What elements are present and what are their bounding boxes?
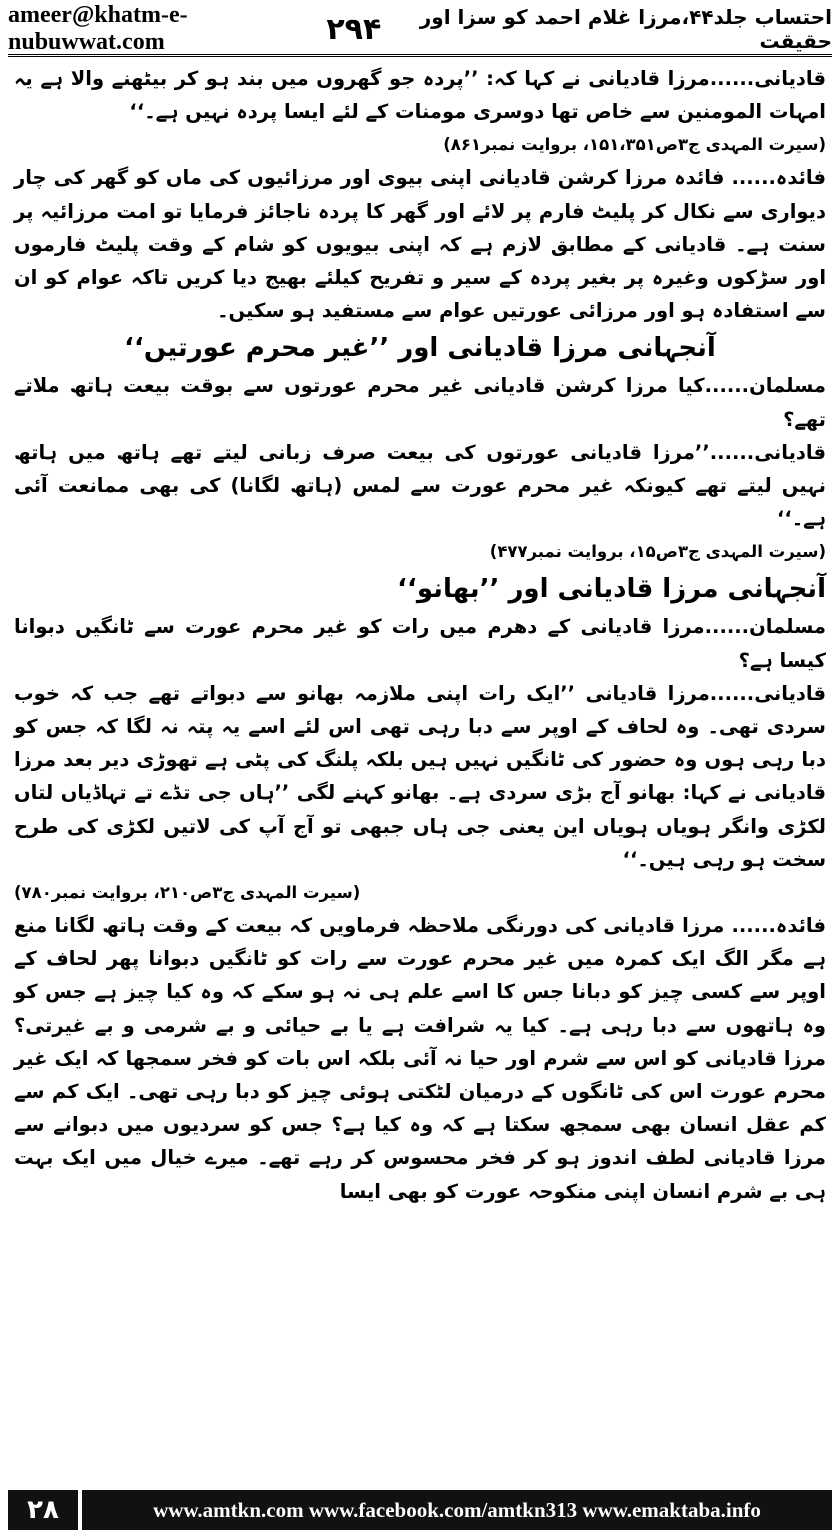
header-email: ameer@khatm-e-nubuwwat.com bbox=[8, 2, 188, 55]
reference-3: (سیرت المہدی ج۳ص۲۱۰، بروایت نمبر۷۸۰) bbox=[14, 883, 361, 903]
paragraph-qadiani-2: قادیانی......’’مرزا قادیانی عورتوں کی بیعت صرف زبانی لیتے تھے ہاتھ میں ہاتھ نہیں لیتے تھے کیونکہ غیر محرم عورت سے لمس (ہاتھ لگانا) کی بھی ممانعت آئی ہے۔‘‘ bbox=[14, 440, 826, 531]
reference-2: (سیرت المہدی ج۳ص۱۵، بروایت نمبر۴۷۷) bbox=[489, 542, 826, 562]
page-header bbox=[8, 4, 832, 57]
page-footer bbox=[0, 1486, 840, 1540]
paragraph-qadiani-3: قادیانی......مرزا قادیانی ’’ایک رات اپنی ملازمہ بھانو سے دبواتے تھے جب کہ خوب سردی تھی۔ وہ لحاف کے اوپر سے دبا رہی تھی اس لئے اسے یہ پتہ نہ لگا کہ جس کو دبا رہی ہوں وہ حضور کی ٹانگیں نہیں ہیں بلکہ پلنگ کی پٹی ہے تھوڑی دیر بعد مرزا قادیانی نے کہا: بھانو آج بڑی سردی ہے۔ بھانو کہنے لگی ’’ہاں جی تڈے تے تہاڈیاں لتاں لکڑی وانگر ہویاں ہویاں این یعنی جی ہاں جبھی تو آج آپ کی لاتیں لکڑی کی طرح سخت ہو رہی ہیں۔‘‘ bbox=[14, 681, 826, 871]
paragraph-faida-2: فائدہ...... مرزا قادیانی کی دورنگی ملاحظہ فرماویں کہ بیعت کے وقت ہاتھ لگانا منع ہے مگر الگ ایک کمرہ میں غیر محرم عورت سے رات کو ٹانگیں دبوانا پھر لحاف کے اوپر سے کسی چیز کو دبانا جس کا اسے علم ہی نہ ہو سکے کہ وہ کیا چیز ہے جس کو وہ ہاتھوں سے دبا رہی ہے۔ کیا یہ شرافت ہے یا بے حیائی و بے شرمی و بے غیرتی؟ مرزا قادیانی کو اس سے شرم اور حیا نہ آئی بلکہ اس بات کو فخر سمجھا کہ ایک غیر محرم عورت اس کی ٹانگوں کے درمیان لٹکتی ہوئی چیز کو دبا رہی تھی۔ ایک کم سے کم عقل انسان بھی سمجھ سکتا ہے کہ وہ کیا ہے؟ جس کو سردیوں میں دبوانے سے مرزا قادیانی لطف اندوز ہو کر فخر محسوس کر رہے تھے۔ میرے خیال میں ایک بہت ہی بے شرم انسان اپنی منکوحہ عورت کو بھی ایسا bbox=[14, 914, 826, 1203]
footer-links: www.amtkn.com www.facebook.com/amtkn313 www.emaktaba.info bbox=[82, 1490, 832, 1530]
page-body bbox=[14, 62, 826, 1484]
paragraph-qadiani-1: قادیانی......مرزا قادیانی نے کہا کہ: ’’پردہ جو گھروں میں بند ہو کر بیٹھنے والا ہے یہ امہات المومنین سے خاص تھا دوسری مومنات کے لئے ایسا پردہ نہیں ہے۔‘‘ bbox=[14, 67, 826, 124]
paragraph-musalman-2: مسلمان......مرزا قادیانی کے دھرم میں رات کو غیر محرم عورت سے ٹانگیں دبوانا کیسا ہے؟ bbox=[14, 615, 826, 672]
header-left bbox=[8, 2, 381, 56]
paragraph-musalman-1: مسلمان......کیا مرزا کرشن قادیانی غیر محرم عورتوں سے بوقت بیعت ہاتھ ملاتے تھے؟ bbox=[14, 374, 826, 431]
header-page-marker: ۲۹۴ bbox=[326, 11, 382, 47]
paragraph-faida-1: فائدہ...... فائدہ مرزا کرشن قادیانی اپنی بیوی اور مرزائیوں کی ماں کو گھر کی چار دیواری سے نکال کر پلیٹ فارم پر لائے اور گھر کا پردہ ناجائز فرمایا تو امت مرزائیہ پر سنت ہے۔ قادیانی کے مطابق لازم ہے کہ اپنی بیویوں کو شام کے وقت پلیٹ فارموں اور سڑکوں وغیرہ پر بغیر پردہ کے سیر و تفریح کیلئے بھیج دیا کریں تاکہ عوام کو ان سے استفادہ ہو اور مرزائی عورتیں عوام سے مستفید ہو سکیں۔ bbox=[14, 166, 826, 323]
section-heading-ghair-mahram: آنجہانی مرزا قادیانی اور ’’غیر محرم عورتیں‘‘ bbox=[124, 333, 716, 364]
reference-1: (سیرت المہدی ج۳ص۱۵۱،۳۵۱، بروایت نمبر۸۶۱) bbox=[443, 135, 826, 155]
section-heading-bhano: آنجہانی مرزا قادیانی اور ’’بھانو‘‘ bbox=[397, 574, 826, 605]
footer-page-number: ۲۸ bbox=[8, 1490, 78, 1530]
header-running-title: احتساب جلد۴۴،مرزا غلام احمد کو سزا اور حقیقت bbox=[419, 5, 832, 53]
